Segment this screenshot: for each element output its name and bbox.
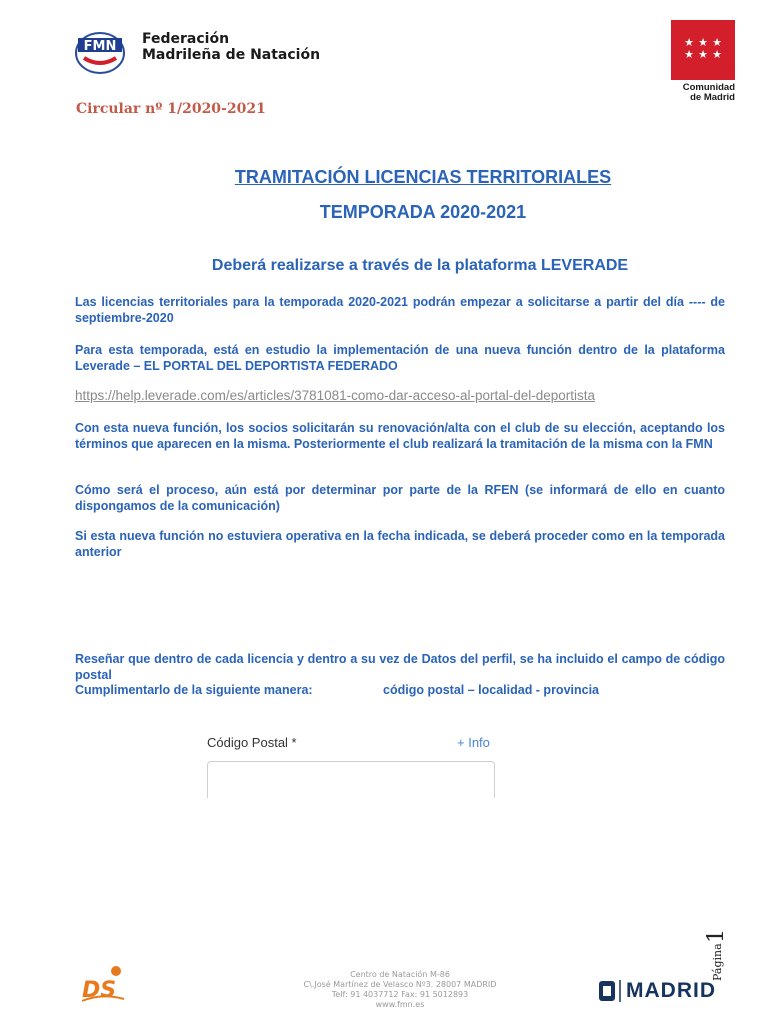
paragraph-fallback: Si esta nueva función no estuviera operativa en la fecha indicada, se deberá proceder como en la temporada anterior — [75, 529, 725, 559]
comunidad-madrid-name — [671, 83, 735, 103]
footer-address — [300, 970, 500, 1010]
paragraph-new-function: Para esta temporada, está en estudio la implementación de una nueva función dentro de la plataforma Leverade – EL PORTAL DEL DEPORTISTA FEDERADO — [75, 343, 725, 373]
svg-text:★: ★ — [698, 48, 708, 61]
federation-name-line2: Madrileña de Natación — [142, 47, 321, 63]
madrid-crest-icon — [596, 978, 622, 1004]
document-title: TRAMITACIÓN LICENCIAS TERRITORIALES — [234, 167, 612, 187]
svg-text:★: ★ — [712, 36, 722, 49]
federation-name — [142, 31, 320, 63]
ds-logo — [80, 963, 130, 1005]
svg-text:★: ★ — [698, 36, 708, 49]
madrid-word: MADRID — [626, 979, 716, 1002]
postal-code-label: Código Postal * — [207, 735, 297, 750]
paragraph-renewal: Con esta nueva función, los socios solicitarán su renovación/alta con el club de su elección, aceptando los términos que aparecen en la misma. Posteriormente el club realizará la tramitación de la misma con la FMN — [75, 421, 725, 451]
footer-address-line4: www.fmn.es — [375, 1000, 425, 1009]
postal-code-format — [75, 682, 725, 698]
help-link[interactable]: https://help.leverade.com/es/articles/3781081-como-dar-acceso-al-portal-del-deportista — [75, 388, 596, 403]
community-line2: de Madrid — [690, 92, 735, 103]
document-season: TEMPORADA 2020-2021 — [319, 202, 527, 222]
postal-code-info-link[interactable]: + Info — [457, 735, 490, 750]
document-subtitle: Deberá realizarse a través de la plataforma LEVERADE — [211, 257, 629, 274]
svg-text:DS: DS — [82, 978, 117, 1003]
ayuntamiento-madrid-logo — [596, 978, 726, 1004]
svg-text:★: ★ — [684, 36, 694, 49]
paragraph-start-date: Las licencias territoriales para la temporada 2020-2021 podrán empezar a solicitarse a partir del día ---- de septiembre-2020 — [75, 295, 725, 325]
postal-code-input[interactable] — [207, 761, 495, 798]
postal-code-format-value: código postal – localidad - provincia — [383, 683, 600, 697]
svg-text:Página: Página — [711, 943, 724, 981]
paragraph-process: Cómo será el proceso, aún está por determinar por parte de la RFEN (se informará de ello en cuanto dispongamos de la comunicación) — [75, 483, 725, 513]
svg-text:★: ★ — [712, 48, 722, 61]
footer-address-line3: Telf: 91 4037712 Fax: 91 5012893 — [331, 990, 469, 999]
paragraph-postal-code: Reseñar que dentro de cada licencia y dentro a su vez de Datos del perfil, se ha incluido el campo de código postal — [75, 652, 725, 682]
circular-number: Circular nº 1/2020-2021 — [76, 101, 266, 117]
federation-name-line1: Federación — [142, 31, 230, 47]
svg-text:1: 1 — [704, 929, 729, 943]
community-line1: Comunidad — [682, 82, 735, 93]
footer-address-line2: C\.José Martínez de Velasco Nº3. 28007 MADRID — [303, 980, 497, 989]
svg-text:FMN: FMN — [83, 39, 117, 54]
comunidad-madrid-flag — [671, 20, 735, 80]
svg-text:★: ★ — [684, 48, 694, 61]
fmn-logo — [74, 28, 126, 74]
footer-address-line1: Centro de Natación M-86 — [350, 970, 450, 979]
postal-code-format-label: Cumplimentarlo de la siguiente manera: — [75, 683, 313, 697]
